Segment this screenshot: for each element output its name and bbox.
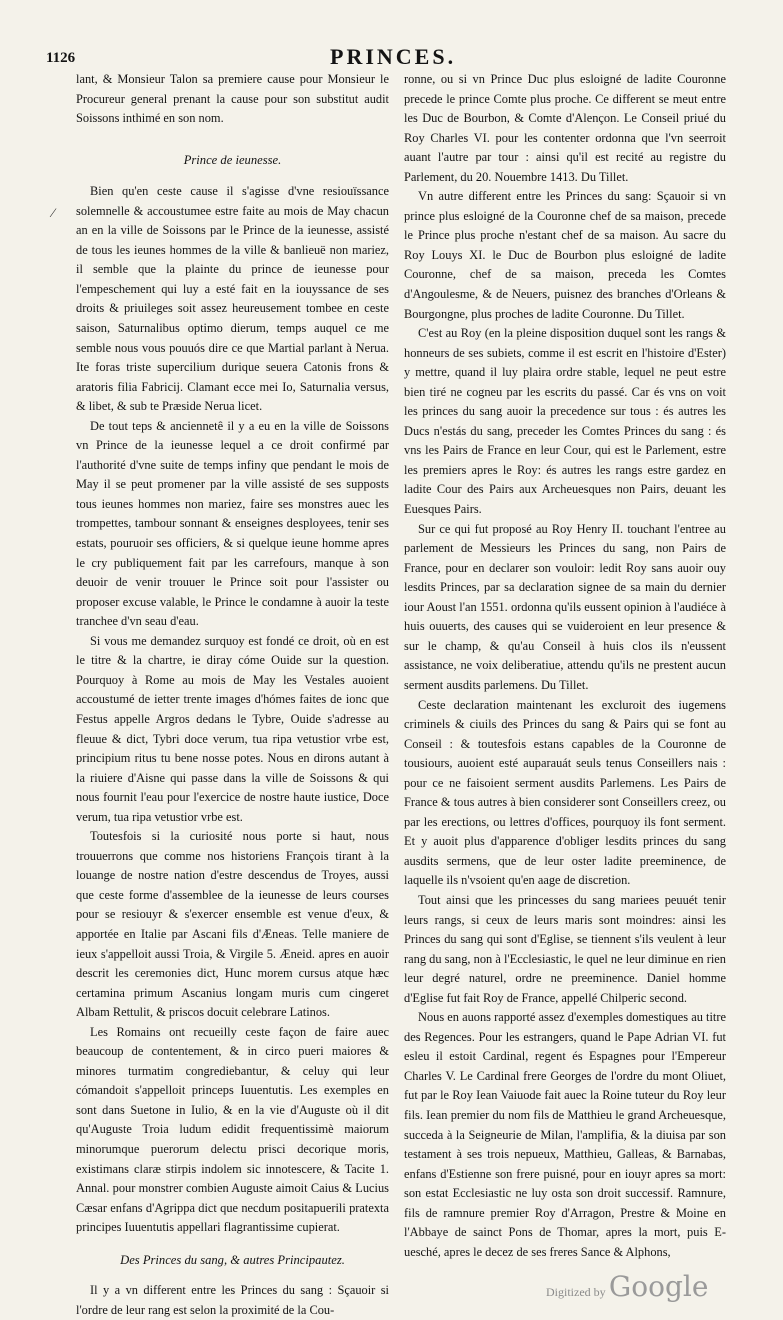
- page-title: PRINCES.: [330, 44, 457, 69]
- page-header: [0, 0, 783, 70]
- paragraph: Sur ce qui fut proposé au Roy Henry II. touchant l'entree au parlement de Messieurs les Princes du sang, non Pairs de France, pour en declarer son vouloir: ledit Roy sans auoir ouy lesdits Princes, par sa declaration signee de sa main du dernier iour Aoust l'an 1551. ordonna qu'ils eussent opinion à l'audiéce à huis ouuerts, des causes qui se vuideroient en leur presence & sur le champ, & qu'au Conseil à huis clos ils n'eussent assistance, ne voix deliberatiue, attendu qu'ils ne prestent aucun serment ausdits parlemens. Du Tillet.: [404, 521, 726, 692]
- paragraph: C'est au Roy (en la pleine disposition duquel sont les rangs & honneurs de ses subiets, comme il est escrit en l'histoire d'Ester) y mettre, quand il luy plaira ordre stable, lequel ne peut estre bien tiré ne cogneu par les escrits du passé. Car és vns on voit les princes du sang auoir la precedence sur tous : és autres les Ducs n'estás du sang, preceder les Comtes Princes du sang : és vns les Pairs de France en leur Cour, qui est le Parlement, estre les premiers apres le Roy: és autres les rangs estre gardez en ladite Cour des Pairs aux Archeuesques non Pairs, deuant les Euesques Pairs.: [404, 326, 726, 517]
- paragraph: Toutesfois si la curiosité nous porte si haut, nous trouuerrons que comme nos historiens François tirant à la louange de nostre nation d'estre descendus de Troyes, aussi que ceste forme d'assemblee de la ieunesse de leurs courses pour se resiouyr & s'exercer ensemble est venue d'eux, & apportée en Italie par Ascani fils d'Æneas. Telle maniere de ieux s'appelloit aussi Troia, & Virgile 5. Æneid. apres en auoir descrit les ceremonies dict, Hunc morem cursus atque hæc certamina primum Ascanius longam muris cum cingeret Albam Rettulit, & priscos docuit celebrare Latinos.: [76, 829, 389, 1020]
- paragraph: Il y a vn different entre les Princes du sang : Sçauoir si l'ordre de leur rang est selon la proximité de la Cou-: [76, 1283, 389, 1317]
- page-number: 1126: [46, 50, 76, 66]
- paragraph: Bien qu'en ceste cause il s'agisse d'vne resiouïssance solemnelle & accoustumee estre faite au mois de May chacun an en la ville de Soissons par le Prince de la ieunesse, assisté de tous les ieunes hommes de la ville & banlieuë non mariez, il semble que la plainte du prince de ieunesse pour l'empeschement qui luy a esté fait en la iouyssance de ses droits & priuileges soit assez heureusement tombee en ceste saison, Saturnalibus optimo dierum, temps auquel ce me semble nous vous pouuós dire ce que Martial parlant à Nerua. Ite foras triste supercilium durique seuera Catonis frons & aratoris filia Fabricij. Clamant ecce mei Io, Saturnalia versus, & libet, & sub te Præside Nerua licet.: [76, 184, 389, 414]
- left-column: [76, 70, 389, 1320]
- digitized-prefix: Digitized by: [546, 1285, 606, 1299]
- google-logo: Google: [608, 1270, 709, 1303]
- margin-mark: ⁄: [52, 205, 55, 220]
- paragraph: Tout ainsi que les princesses du sang mariees peuuét tenir leurs rangs, si ceux de leurs maris sont moindres: ainsi les Princes du sang qui sont d'Eglise, se tiennent s'ils veulent à leur rang du sang, non à l'Ecclesiastic, le quel ne leur diminue en rien leur degré naturel, ordre ne preeminence. Daniel homme d'Eglise fut fait Roy de France, appellé Chilperic second.: [404, 892, 726, 1005]
- paragraph: ronne, ou si vn Prince Duc plus esloigné de ladite Couronne precede le prince Comte plus proche. Ce different se meut entre les Duc de Bourbon, & Comte d'Alençon. Le Conseil priué du Roy Charles VI. pour les contenter ordonna que l'vn seerroit auant l'autre par tour : ainsi qu'il est recité au registre du Parlement, du 20. Nouembre 1413. Du Tillet.: [404, 72, 726, 184]
- section-heading: Prince de ieunesse.: [183, 152, 282, 167]
- paragraph: Si vous me demandez surquoy est fondé ce droit, où en est le titre & la chartre, ie diray cóme Ouide sur la question. Pourquoy à Rome au mois de May les Vestales auoient accoustumé de ietter trente images d'hómes faites de ionc que Festus appelle Argros dedans le Tybre, Ouide s'adresse au fleuue & dict, Tybri doce verum, tua ripa vetustior vrbe est, principium ritus tu bene nosse potes. Nous en dirons autant à la riuiere d'Aisne qui passe dans la ville de Soissons & qui nous fournit l'eau pour l'exercice de nostre haute iustice, Doce verum, tua ripa vetustior vrbe est.: [76, 633, 389, 824]
- paragraph: De tout teps & anciennetê il y a eu en la ville de Soissons vn Prince de la ieunesse lequel a ce droit confirmé par l'authorité d'vne suite de temps infiny que pendant le mois de May il se peut promener par la ville assisté de ses supposts tous ieunes hommes non mariez, faire ses monstres auec les trompettes, tambour sonnant & enseignes desployees, tenir ses estats, pouruoir ses officiers, & si quelque ieune homme apres le cry publiquement fait par les carrefours, manque à son deuoir de venir trouuer le Prince soit pour l'assister ou proposer excuse valable, le Prince le condamne à auoir la teste tranchee d'vn seau d'eau.: [76, 418, 389, 629]
- paragraph: lant, & Monsieur Talon sa premiere cause pour Monsieur le Procureur general prenant la cause pour son substitut audit Soissons inthimé en son nom.: [76, 72, 389, 126]
- digitized-by-watermark: [546, 1270, 708, 1303]
- paragraph: Nous en auons rapporté assez d'exemples domestiques au titre des Regences. Pour les estrangers, quand le Pape Adrian VI. fut esleu il estoit Cardinal, regent és Espagnes pour l'Empereur Charles V. Le Cardinal frere Georges de l'ordre du mont Oliuet, fut par le Roy Iean Vaiuode fait auec la Roine tuteur du Roy leur fils. Iean premier du nom fils de Matthieu le grand Archeuesque, succeda à la Seigneurie de Milan, l'amplifia, & la diuisa par son testament à ses trois nepueux, Matthieu, Galleas, & Barnabas, enfans d'Estienne son frere puisné, pour en iouyr apres sa mort: son estat Ecclesiastic ne luy osta son droit successif. Ramnure, fils de ramnure premier Roy d'Arragon, Prestre & Moine en l'Abbaye de sainct Pons de Thomar, apres la mort, puis E-uesché, apres le decez de ses freres Sance & Alphons,: [404, 1010, 726, 1259]
- section-heading: Des Princes du sang, & autres Principautez.: [120, 1252, 345, 1267]
- paragraph: Vn autre different entre les Princes du sang: Sçauoir si vn prince plus esloigné de la Couronne chef de sa maison, precede le Prince plus proche n'estant chef de sa maison. Au sacre du Roy Louys XI. le Duc de Bourbon plus esloigné de ladite Couronne, chef de sa maison, preceda les Comtes d'Angoulesme, & de Neuers, puisnez des branches d'Orleans & Bourgongne, plus proches de ladite Couronne. Du Tillet.: [404, 189, 726, 321]
- right-column: [404, 70, 726, 1262]
- paragraph: Les Romains ont recueilly ceste façon de faire auec beaucoup de contentement, & in circo pueri maiores & minores turmatim congrediebantur, & celuy qui leur cómandoit s'appelloit princeps Iuuentutis. Les exemples en sont dans Suetone in Iulio, & en la vie d'Auguste où il dit qu'Auguste Troia ludum edidit frequentissimè maiorum minorumque puerorum delectu prisci decorique moris, existimans claræ stirpis indolem sic innotescere, & Tacite 1. Annal. pour monstrer combien Auguste aimoit Caius & Lucius Cæsar enfans d'Agrippa dict que necdum positapuerili pratexta principes Iuuentutis appellari flagrantissime cupierat.: [76, 1024, 389, 1235]
- paragraph: Ceste declaration maintenant les excluroit des iugemens criminels & ciuils des Princes du sang & Pairs qui se font au Conseil : & toutesfois estans capables de la Couronne de tousiours, auoient esté auparauát seuls tenus Conseillers nais : pour ce ne faisoient serment ausdits Parlemens. Les Pairs de France & tous autres à bien considerer sont Conseillers creez, ou par les erections, ou lettres d'offices, pourquoy ils font serment. Et y auoit plus d'apparence d'obliger lesdits princes du sang ausdits sermens, que de leur oster ladite preeminence, de laquelle ils n'vsoient qu'en aage de discretion.: [404, 697, 726, 888]
